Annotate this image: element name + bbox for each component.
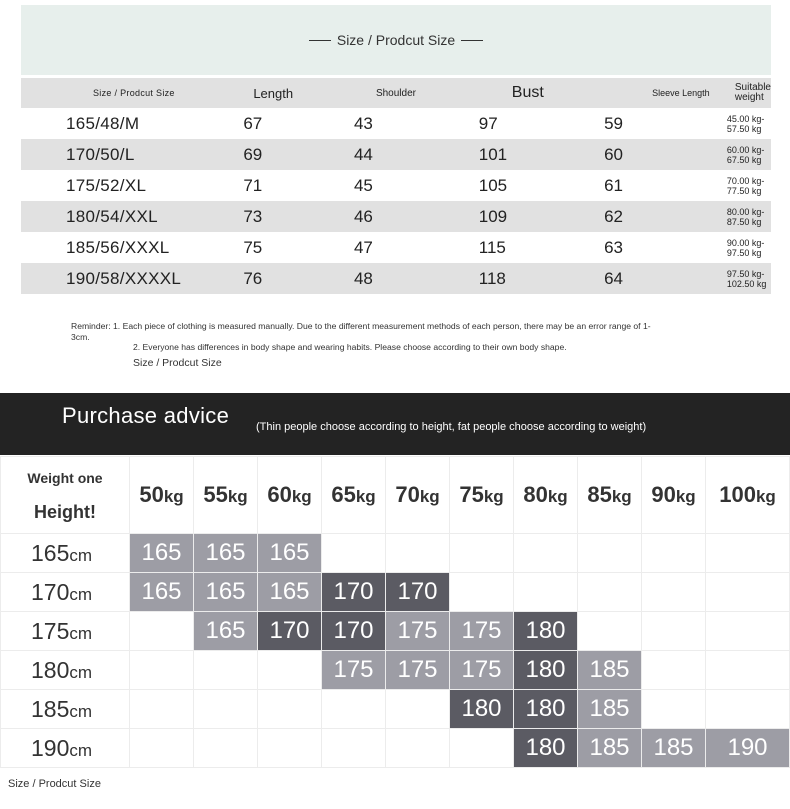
weight-cell: 70.00 kg-77.50 kg: [719, 170, 771, 201]
height-header: [1, 690, 130, 729]
empty-cell: [258, 729, 322, 768]
recommended-size-cell: 175: [386, 651, 450, 690]
recommended-size-cell: 175: [450, 651, 514, 690]
reminder-size-label: Size / Prodcut Size: [133, 356, 222, 369]
weight-value: 55: [203, 482, 228, 507]
empty-cell: [258, 651, 322, 690]
grid-row-180: [1, 651, 790, 690]
size-row: [21, 170, 771, 201]
height-value: 170: [31, 578, 70, 605]
sleeve-cell: 62: [592, 201, 719, 232]
empty-cell: [322, 690, 386, 729]
weight-header-75: [450, 457, 514, 534]
sleeve-cell: 60: [592, 139, 719, 170]
corner-weight-label: Weight one: [27, 470, 103, 486]
empty-cell: [642, 573, 706, 612]
size-cell: 175/52/XL: [21, 170, 211, 201]
header-shoulder: Shoulder: [334, 78, 454, 108]
header-length: Length: [211, 78, 334, 108]
purchase-advice-title: Purchase advice: [62, 403, 230, 428]
height-value: 175: [31, 617, 70, 644]
recommended-size-cell: 180: [514, 729, 578, 768]
grid-row-165: [1, 534, 790, 573]
recommended-size-cell: 175: [386, 612, 450, 651]
height-unit: cm: [69, 662, 93, 682]
reminder-line-1: Reminder: 1. Each piece of clothing is measured manually. Due to the different measurement methods of each person, there may be an error range of 1-3cm.: [71, 321, 651, 342]
weight-cell: 60.00 kg-67.50 kg: [719, 139, 771, 170]
shoulder-cell: 43: [334, 108, 454, 139]
height-value: 185: [31, 695, 70, 722]
height-unit: cm: [69, 623, 93, 643]
sleeve-cell: 63: [592, 232, 719, 263]
size-cell: 170/50/L: [21, 139, 211, 170]
footer-size-label: Size / Prodcut Size: [8, 778, 101, 790]
height-header: [1, 729, 130, 768]
title-dash-left: [309, 40, 331, 41]
sleeve-cell: 64: [592, 263, 719, 294]
empty-cell: [322, 534, 386, 573]
length-cell: 73: [211, 201, 334, 232]
weight-unit: kg: [611, 487, 632, 506]
size-chart-table: [21, 78, 771, 294]
length-cell: 67: [211, 108, 334, 139]
empty-cell: [642, 534, 706, 573]
size-chart-title: Size / Prodcut Size: [336, 32, 456, 48]
height-header: [1, 534, 130, 573]
recommended-size-cell: 170: [386, 573, 450, 612]
weight-unit: kg: [547, 487, 568, 506]
weight-unit: kg: [483, 487, 504, 506]
weight-height-grid: [0, 456, 790, 768]
grid-row-170: [1, 573, 790, 612]
recommended-size-cell: 175: [450, 612, 514, 651]
weight-header-55: [194, 457, 258, 534]
bust-cell: 97: [454, 108, 592, 139]
weight-header-80: [514, 457, 578, 534]
recommended-size-cell: 165: [130, 534, 194, 573]
purchase-advice-subtitle: (Thin people choose according to height, fat people choose according to weight): [256, 421, 647, 433]
recommended-size-cell: 185: [578, 729, 642, 768]
height-unit: cm: [69, 545, 93, 565]
size-row: [21, 201, 771, 232]
empty-cell: [578, 612, 642, 651]
height-unit: cm: [69, 701, 93, 721]
weight-header-50: [130, 457, 194, 534]
weight-unit: kg: [163, 487, 184, 506]
shoulder-cell: 45: [334, 170, 454, 201]
empty-cell: [130, 651, 194, 690]
weight-value: 85: [587, 482, 612, 507]
bust-cell: 105: [454, 170, 592, 201]
weight-unit: kg: [227, 487, 248, 506]
empty-cell: [386, 729, 450, 768]
length-cell: 75: [211, 232, 334, 263]
size-row: [21, 108, 771, 139]
empty-cell: [706, 534, 790, 573]
weight-value: 90: [651, 482, 676, 507]
weight-header-85: [578, 457, 642, 534]
size-chart-title-band: [21, 5, 771, 75]
grid-row-185: [1, 690, 790, 729]
height-value: 190: [31, 734, 70, 761]
recommended-size-cell: 185: [578, 651, 642, 690]
empty-cell: [642, 612, 706, 651]
height-unit: cm: [69, 740, 93, 760]
grid-row-175: [1, 612, 790, 651]
size-row: [21, 139, 771, 170]
empty-cell: [706, 690, 790, 729]
empty-cell: [194, 690, 258, 729]
weight-cell: 80.00 kg-87.50 kg: [719, 201, 771, 232]
header-size: Size / Prodcut Size: [21, 78, 211, 108]
recommended-size-cell: 165: [130, 573, 194, 612]
bust-cell: 109: [454, 201, 592, 232]
recommended-size-cell: 185: [642, 729, 706, 768]
size-cell: 180/54/XXL: [21, 201, 211, 232]
height-value: 165: [31, 539, 70, 566]
recommended-size-cell: 190: [706, 729, 790, 768]
size-cell: 185/56/XXXL: [21, 232, 211, 263]
empty-cell: [130, 729, 194, 768]
header-sleeve-length: Sleeve Length: [592, 78, 719, 108]
weight-value: 80: [523, 482, 548, 507]
empty-cell: [642, 651, 706, 690]
bust-cell: 101: [454, 139, 592, 170]
header-suitable-weight: Suitable weight: [719, 78, 771, 108]
empty-cell: [130, 690, 194, 729]
recommended-size-cell: 180: [514, 690, 578, 729]
sleeve-cell: 61: [592, 170, 719, 201]
header-bust: Bust: [454, 78, 592, 108]
weight-unit: kg: [291, 487, 312, 506]
sleeve-cell: 59: [592, 108, 719, 139]
recommended-size-cell: 170: [322, 573, 386, 612]
purchase-advice-band: [0, 393, 790, 455]
weight-value: 50: [139, 482, 164, 507]
height-header: [1, 651, 130, 690]
shoulder-cell: 48: [334, 263, 454, 294]
weight-unit: kg: [675, 487, 696, 506]
empty-cell: [450, 534, 514, 573]
empty-cell: [514, 573, 578, 612]
weight-header-65: [322, 457, 386, 534]
weight-header-60: [258, 457, 322, 534]
size-chart-header-row: [21, 78, 771, 108]
recommended-size-cell: 170: [322, 612, 386, 651]
weight-unit: kg: [419, 487, 440, 506]
weight-unit: kg: [355, 487, 376, 506]
recommended-size-cell: 165: [194, 573, 258, 612]
shoulder-cell: 47: [334, 232, 454, 263]
empty-cell: [578, 573, 642, 612]
empty-cell: [706, 651, 790, 690]
recommended-size-cell: 185: [578, 690, 642, 729]
length-cell: 69: [211, 139, 334, 170]
empty-cell: [578, 534, 642, 573]
empty-cell: [642, 690, 706, 729]
grid-row-190: [1, 729, 790, 768]
weight-value: 75: [459, 482, 484, 507]
corner-height-label: Height!: [34, 502, 96, 522]
weight-value: 60: [267, 482, 292, 507]
empty-cell: [450, 729, 514, 768]
empty-cell: [194, 729, 258, 768]
empty-cell: [130, 612, 194, 651]
empty-cell: [706, 573, 790, 612]
weight-cell: 97.50 kg-102.50 kg: [719, 263, 771, 294]
length-cell: 71: [211, 170, 334, 201]
height-header: [1, 573, 130, 612]
weight-value: 70: [395, 482, 420, 507]
bust-cell: 115: [454, 232, 592, 263]
weight-header-90: [642, 457, 706, 534]
empty-cell: [194, 651, 258, 690]
height-value: 180: [31, 656, 70, 683]
recommended-size-cell: 180: [514, 651, 578, 690]
size-cell: 190/58/XXXXL: [21, 263, 211, 294]
measurement-reminder: [71, 321, 651, 368]
empty-cell: [450, 573, 514, 612]
empty-cell: [706, 612, 790, 651]
shoulder-cell: 46: [334, 201, 454, 232]
length-cell: 76: [211, 263, 334, 294]
shoulder-cell: 44: [334, 139, 454, 170]
grid-header-row: [1, 457, 790, 534]
weight-cell: 90.00 kg-97.50 kg: [719, 232, 771, 263]
recommended-size-cell: 165: [194, 612, 258, 651]
bust-cell: 118: [454, 263, 592, 294]
recommended-size-cell: 180: [450, 690, 514, 729]
grid-corner: [1, 457, 130, 534]
recommended-size-cell: 170: [258, 612, 322, 651]
title-dash-right: [461, 40, 483, 41]
recommended-size-cell: 180: [514, 612, 578, 651]
empty-cell: [322, 729, 386, 768]
height-unit: cm: [69, 584, 93, 604]
size-row: [21, 263, 771, 294]
weight-unit: kg: [755, 487, 776, 506]
empty-cell: [258, 690, 322, 729]
empty-cell: [386, 534, 450, 573]
empty-cell: [386, 690, 450, 729]
recommended-size-cell: 165: [258, 573, 322, 612]
size-row: [21, 232, 771, 263]
reminder-line-2: 2. Everyone has differences in body shape and wearing habits. Please choose according to their own body shape.: [133, 342, 567, 352]
empty-cell: [514, 534, 578, 573]
weight-cell: 45.00 kg-57.50 kg: [719, 108, 771, 139]
weight-header-100: [706, 457, 790, 534]
recommended-size-cell: 165: [258, 534, 322, 573]
height-header: [1, 612, 130, 651]
recommended-size-cell: 175: [322, 651, 386, 690]
recommended-size-cell: 165: [194, 534, 258, 573]
weight-header-70: [386, 457, 450, 534]
weight-value: 100: [719, 482, 756, 507]
size-cell: 165/48/M: [21, 108, 211, 139]
weight-value: 65: [331, 482, 356, 507]
